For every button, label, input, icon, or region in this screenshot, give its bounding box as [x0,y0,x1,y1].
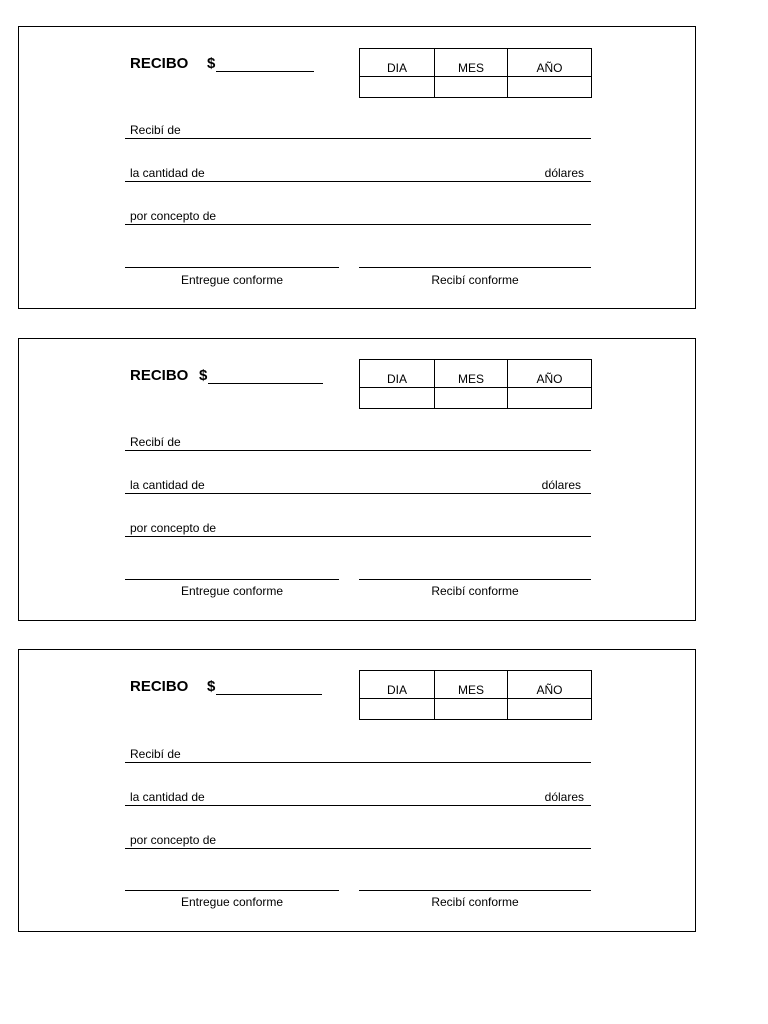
concept-label: por concepto de [130,209,217,223]
received-from-label: Recibí de [130,123,181,137]
date-year-cell[interactable] [508,699,592,720]
date-year-cell[interactable] [508,388,592,409]
date-header-year: AÑO [508,360,592,388]
receipt-form [18,26,696,309]
date-header-year: AÑO [508,671,592,699]
receipt-title: RECIBO [130,367,189,384]
received-from-line[interactable] [125,122,591,139]
amount-field[interactable] [207,678,322,695]
signature-label-right: Recibí conforme [431,584,519,598]
amount-words-label: la cantidad de [130,166,205,180]
received-from-label: Recibí de [130,747,181,761]
signature-line-right[interactable] [359,267,591,268]
currency-symbol: $ [207,55,216,72]
date-day-cell[interactable] [360,77,435,98]
date-day-cell[interactable] [360,388,435,409]
receipt-title: RECIBO [130,55,189,72]
currency-word-label: dólares [541,478,581,492]
signature-label-left: Entregue conforme [180,273,284,287]
signature-line-left[interactable] [125,579,339,580]
currency-word-label: dólares [544,790,584,804]
signature-line-left[interactable] [125,267,339,268]
concept-label: por concepto de [130,833,217,847]
date-header-day: DIA [360,49,435,77]
amount-field[interactable] [199,367,323,384]
date-table [359,670,592,720]
date-day-cell[interactable] [360,699,435,720]
receipt-title: RECIBO [130,678,189,695]
date-header-month: MES [435,671,508,699]
signature-line-left[interactable] [125,890,339,891]
date-header-year: AÑO [508,49,592,77]
concept-line[interactable] [125,832,591,849]
signature-label-left: Entregue conforme [180,584,284,598]
date-header-day: DIA [360,671,435,699]
concept-line[interactable] [125,208,591,225]
signature-label-left: Entregue conforme [180,895,284,909]
amount-blank[interactable] [216,57,314,72]
date-header-day: DIA [360,360,435,388]
received-from-label: Recibí de [130,435,181,449]
currency-word-label: dólares [544,166,584,180]
amount-words-label: la cantidad de [130,478,205,492]
concept-line[interactable] [125,520,591,537]
amount-blank[interactable] [208,369,323,384]
amount-blank[interactable] [216,680,322,695]
signature-label-right: Recibí conforme [431,273,519,287]
amount-words-line[interactable] [125,477,591,494]
currency-symbol: $ [207,678,216,695]
concept-label: por concepto de [130,521,217,535]
received-from-line[interactable] [125,746,591,763]
amount-field[interactable] [207,55,314,72]
amount-words-line[interactable] [125,789,591,806]
signature-label-right: Recibí conforme [431,895,519,909]
date-table [359,48,592,98]
date-month-cell[interactable] [435,77,508,98]
receipt-form [18,338,696,621]
date-header-month: MES [435,360,508,388]
signature-line-right[interactable] [359,579,591,580]
date-year-cell[interactable] [508,77,592,98]
date-month-cell[interactable] [435,699,508,720]
received-from-line[interactable] [125,434,591,451]
signature-line-right[interactable] [359,890,591,891]
amount-words-line[interactable] [125,165,591,182]
currency-symbol: $ [199,367,208,384]
receipt-form [18,649,696,932]
date-table [359,359,592,409]
date-month-cell[interactable] [435,388,508,409]
amount-words-label: la cantidad de [130,790,205,804]
date-header-month: MES [435,49,508,77]
